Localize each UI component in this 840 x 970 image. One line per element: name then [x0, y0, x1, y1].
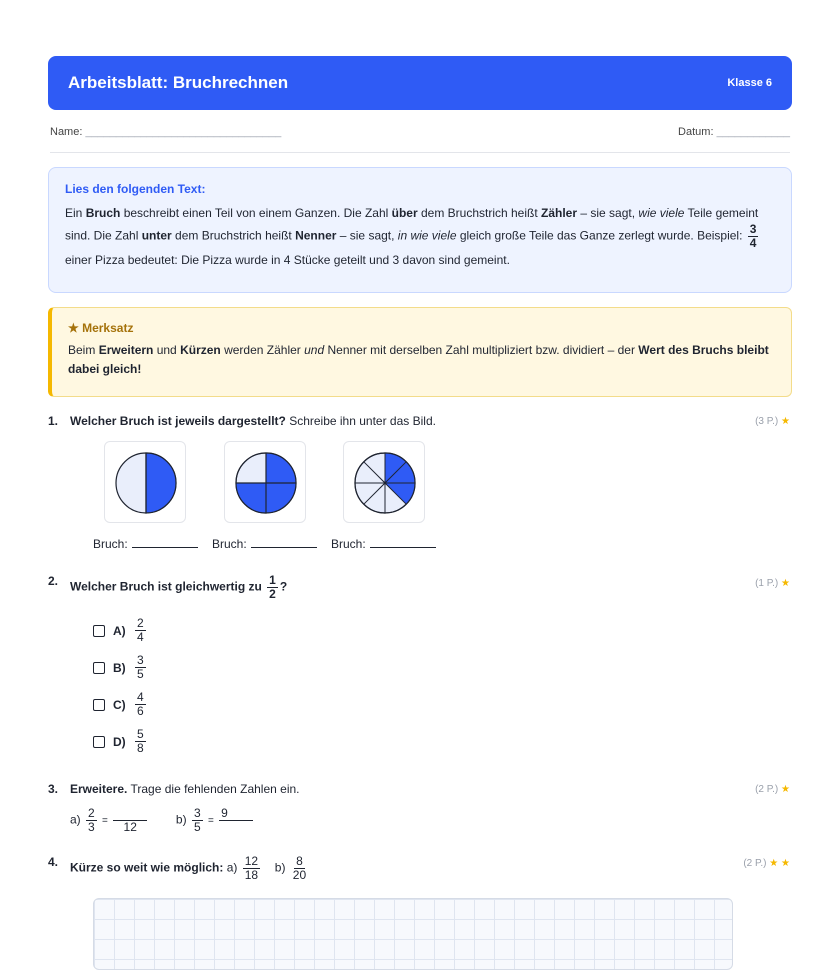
checkbox-c[interactable]	[93, 699, 105, 711]
meta-divider	[50, 152, 790, 153]
info-heading: Lies den folgenden Text:	[65, 182, 206, 196]
answer-grid[interactable]	[93, 898, 733, 970]
fraction-picture-eighths	[343, 441, 425, 523]
info-box	[48, 167, 792, 293]
checkbox-b[interactable]	[93, 662, 105, 674]
q1-answer-1[interactable]: Bruch:	[93, 537, 198, 551]
question-2: 2. Welcher Bruch ist gleichwertig zu $\frac{1}{2}$ ?	[48, 573, 288, 601]
q2-fraction: $\frac{1}{2}$	[269, 573, 276, 601]
example-fraction: $\frac{3}{4}$	[749, 222, 757, 250]
q3-points: (2 P.) ★	[755, 784, 790, 795]
name-field[interactable]: Name: ________________________________	[50, 126, 282, 138]
fraction-picture-quarters	[224, 441, 306, 523]
option-d[interactable]: D) $\frac{5}{8}$	[93, 728, 148, 755]
q3b-answer[interactable]: 9	[219, 807, 253, 834]
merksatz-box	[48, 307, 792, 397]
q1-answer-3[interactable]: Bruch:	[331, 537, 436, 551]
q1-points: (3 P.) ★	[755, 416, 790, 427]
option-b[interactable]: B) $\frac{3}{5}$	[93, 654, 148, 681]
q3-tasks: a) $\frac{2}{3}$ = 12 b) $\frac{3}{5}$ = 9	[70, 807, 255, 834]
fraction-picture-halves	[104, 441, 186, 523]
q4-points: (2 P.) ★ ★	[743, 858, 790, 869]
checkbox-d[interactable]	[93, 736, 105, 748]
option-a[interactable]: A) $\frac{2}{4}$	[93, 617, 148, 644]
question-4: 4. Kürze so weit wie möglich: a) $\frac{12}{18}$ b) $\frac{8}{20}$	[48, 854, 307, 882]
worksheet-title: Arbeitsblatt: Bruchrechnen	[68, 73, 289, 92]
worksheet-header	[48, 56, 792, 110]
merksatz-heading: ★ Merksatz	[68, 321, 134, 335]
meta-row	[50, 126, 790, 138]
grade-label: Klasse 6	[727, 77, 772, 89]
q3a-answer[interactable]: 12	[113, 807, 147, 834]
merksatz-text: Beim Erweitern und Kürzen werden Zähler und Nenner mit derselben Zahl multipliziert bzw. dividiert – der Wert des Bruchs bleibt dabei gleich!	[68, 343, 769, 376]
q1-answer-2[interactable]: Bruch:	[212, 537, 317, 551]
option-c[interactable]: C) $\frac{4}{6}$	[93, 691, 148, 718]
checkbox-a[interactable]	[93, 625, 105, 637]
date-field[interactable]: Datum: ____________	[678, 126, 790, 138]
q2-points: (1 P.) ★	[755, 578, 790, 589]
info-text: Ein Bruch beschreibt einen Teil von einem Ganzen. Die Zahl über dem Bruchstrich heißt Zähler – sie sagt, wie viele Teile gemeint sind. Die Zahl unter dem Bruchstrich heißt Nenner – sie sagt, in wie viele gleich große Teile das Ganze zerlegt wurde. Beispiel: $\frac{3}{4}$ einer Pizza bedeutet: Die Pizza wurde in 4 Stücke geteilt und 3 davon sind gemeint.	[65, 206, 759, 267]
question-1: 1. Welcher Bruch ist jeweils dargestellt? Schreibe ihn unter das Bild.	[48, 414, 436, 428]
question-3: 3. Erweitere. Trage die fehlenden Zahlen ein.	[48, 782, 300, 796]
